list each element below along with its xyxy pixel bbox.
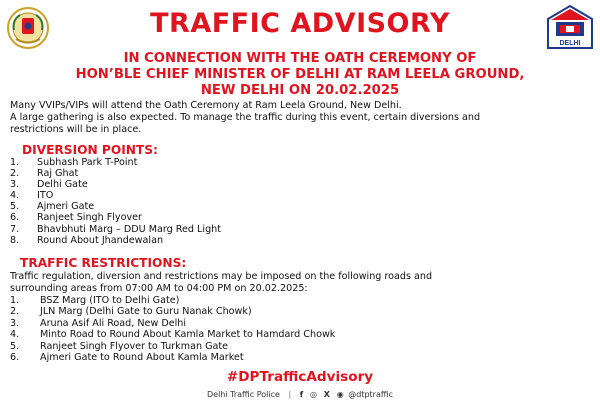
header [0,0,600,48]
restrictions-line: Traffic regulation, diversion and restrictions may be imposed on the following roads and [10,271,433,282]
restrictions-line: surrounding areas from 07:00 AM to 04:00 PM on 20.02.2025: [10,283,308,294]
subtitle [20,51,580,99]
diversion-points-list [10,157,221,246]
footer-handle: @dtptraffic [348,390,393,399]
page-title: TRAFFIC ADVISORY [150,8,450,39]
list-item: 4. ITO [10,190,54,202]
subtitle-line: HON’BLE CHIEF MINISTER OF DELHI AT RAM LEELA GROUND, [75,67,525,82]
subtitle-line: NEW DELHI ON 20.02.2025 [200,83,400,98]
diversion-points-heading: DIVERSION POINTS: [22,143,158,157]
list-item: 3. Delhi Gate [10,179,88,191]
list-item: 7. Bhavbhuti Marg – DDU Marg Red Light [10,223,221,235]
list-item: 6. Ranjeet Singh Flyover [10,212,143,224]
footer-divider: | [288,390,292,399]
list-item: 5. Ranjeet Singh Flyover to Turkman Gate [10,340,229,352]
list-item: 2. JLN Marg (Delhi Gate to Guru Nanak Chowk) [10,306,252,318]
list-item: 3. Aruna Asif Ali Road, New Delhi [10,317,187,329]
intro-line: restrictions will be in place. [10,124,142,135]
list-item: 4. Minto Road to Round About Kamla Market to Hamdard Chowk [10,329,336,341]
intro-paragraph [10,100,592,136]
list-item: 1. BSZ Marg (ITO to Delhi Gate) [10,295,180,306]
intro-line: Many VVIPs/VIPs will attend the Oath Ceremony at Ram Leela Ground, New Delhi. [10,100,402,111]
delhi-police-emblem-icon [6,6,50,50]
intro-line: A large gathering is also expected. To manage the traffic during this event, certain diversions and [10,112,481,123]
traffic-restrictions-heading: TRAFFIC RESTRICTIONS: [20,256,187,270]
list-item: 2. Raj Ghat [10,168,79,180]
restricted-roads-list [10,295,335,363]
list-item: 6. Ajmeri Gate to Round About Kamla Market [10,352,244,364]
delhi-traffic-police-badge-icon [546,4,594,50]
badge-text: DELHI [559,40,581,47]
social-media-icons: f ◎ X ◉ [299,390,346,399]
list-item: 5. Ajmeri Gate [10,201,95,213]
hashtag: #DPTrafficAdvisory [226,369,374,385]
footer [0,389,600,400]
footer-org: Delhi Traffic Police [207,390,280,399]
subtitle-line: IN CONNECTION WITH THE OATH CEREMONY OF [123,51,477,66]
restrictions-paragraph [10,271,588,295]
list-item: 1. Subhash Park T-Point [10,157,138,168]
list-item: 8. Round About Jhandewalan [10,234,164,246]
